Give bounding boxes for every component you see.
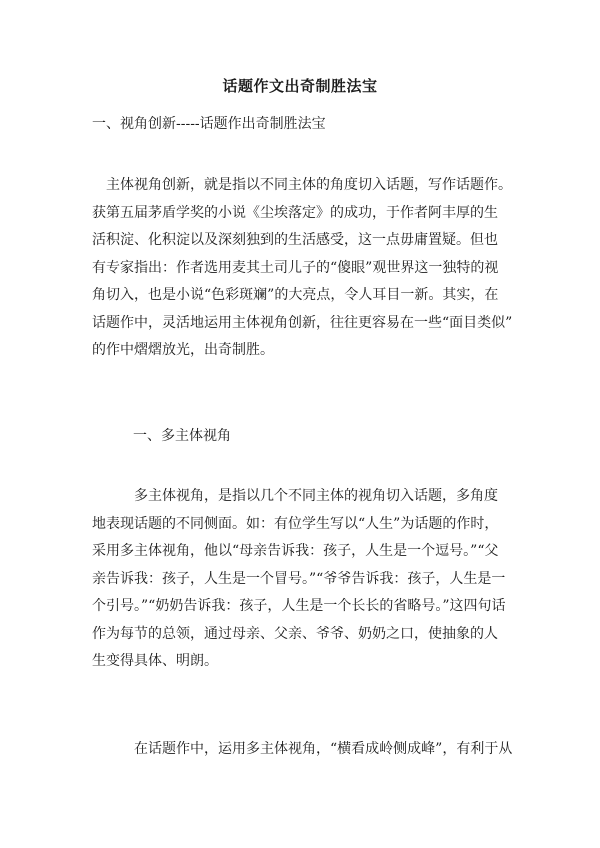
paragraph-line: 个引号。”“奶奶告诉我：孩子，人生是一个长长的省略号。”这四句话 [92, 598, 506, 614]
paragraph-line: 多主体视角，是指以几个不同主体的视角切入话题，多角度 [92, 488, 498, 504]
paragraph-line: 有专家指出：作者选用麦其土司儿子的“傻眼”观世界这一独特的视 [92, 259, 499, 276]
paragraph-line: 采用多主体视角，他以“母亲告诉我：孩子，人生是一个逗号。”“父 [92, 543, 499, 559]
paragraph-multi-subject [92, 483, 522, 676]
paragraph-line: 获第五届茅盾学奖的小说《尘埃落定》的成功，于作者阿丰厚的生 [92, 204, 498, 221]
section-heading: 一、多主体视角 [133, 428, 231, 444]
section-subtitle: 一、视角创新-----话题作出奇制胜法宝 [92, 116, 326, 132]
document-title: 话题作文出奇制胜法宝 [222, 77, 378, 95]
paragraph-line: 在话题作中，运用多主体视角，“横看成岭侧成峰”，有利于从 [92, 741, 513, 757]
paragraph-line: 活积淀、化积淀以及深刻独到的生活感受，这一点毋庸置疑。但也 [92, 232, 498, 248]
paragraph-line: 话题作中，灵活地运用主体视角创新，往往更容易在一些“面目类似” [92, 314, 513, 331]
paragraph-line: 生变得具体、明朗。 [92, 653, 218, 669]
paragraph-subject-perspective [92, 172, 522, 365]
paragraph-line: 亲告诉我：孩子，人生是一个冒号。”“爷爷告诉我：孩子，人生是一 [92, 570, 506, 587]
paragraph-line: 地表现话题的不同侧面。如：有位学生写以“人生”为话题的作时， [92, 515, 499, 532]
paragraph-line: 角切入，也是小说“色彩斑斓”的大亮点，令人耳目一新。其实，在 [92, 287, 499, 303]
paragraph-line: 作为每节的总领，通过母亲、父亲、爷爷、奶奶之口，使抽象的人 [92, 625, 498, 642]
paragraph-line: 主体视角创新，就是指以不同主体的角度切入话题，写作话题作。 [92, 177, 512, 193]
paragraph-line: 的作中熠熠放光，出奇制胜。 [92, 342, 274, 358]
paragraph-continuation [92, 736, 522, 764]
